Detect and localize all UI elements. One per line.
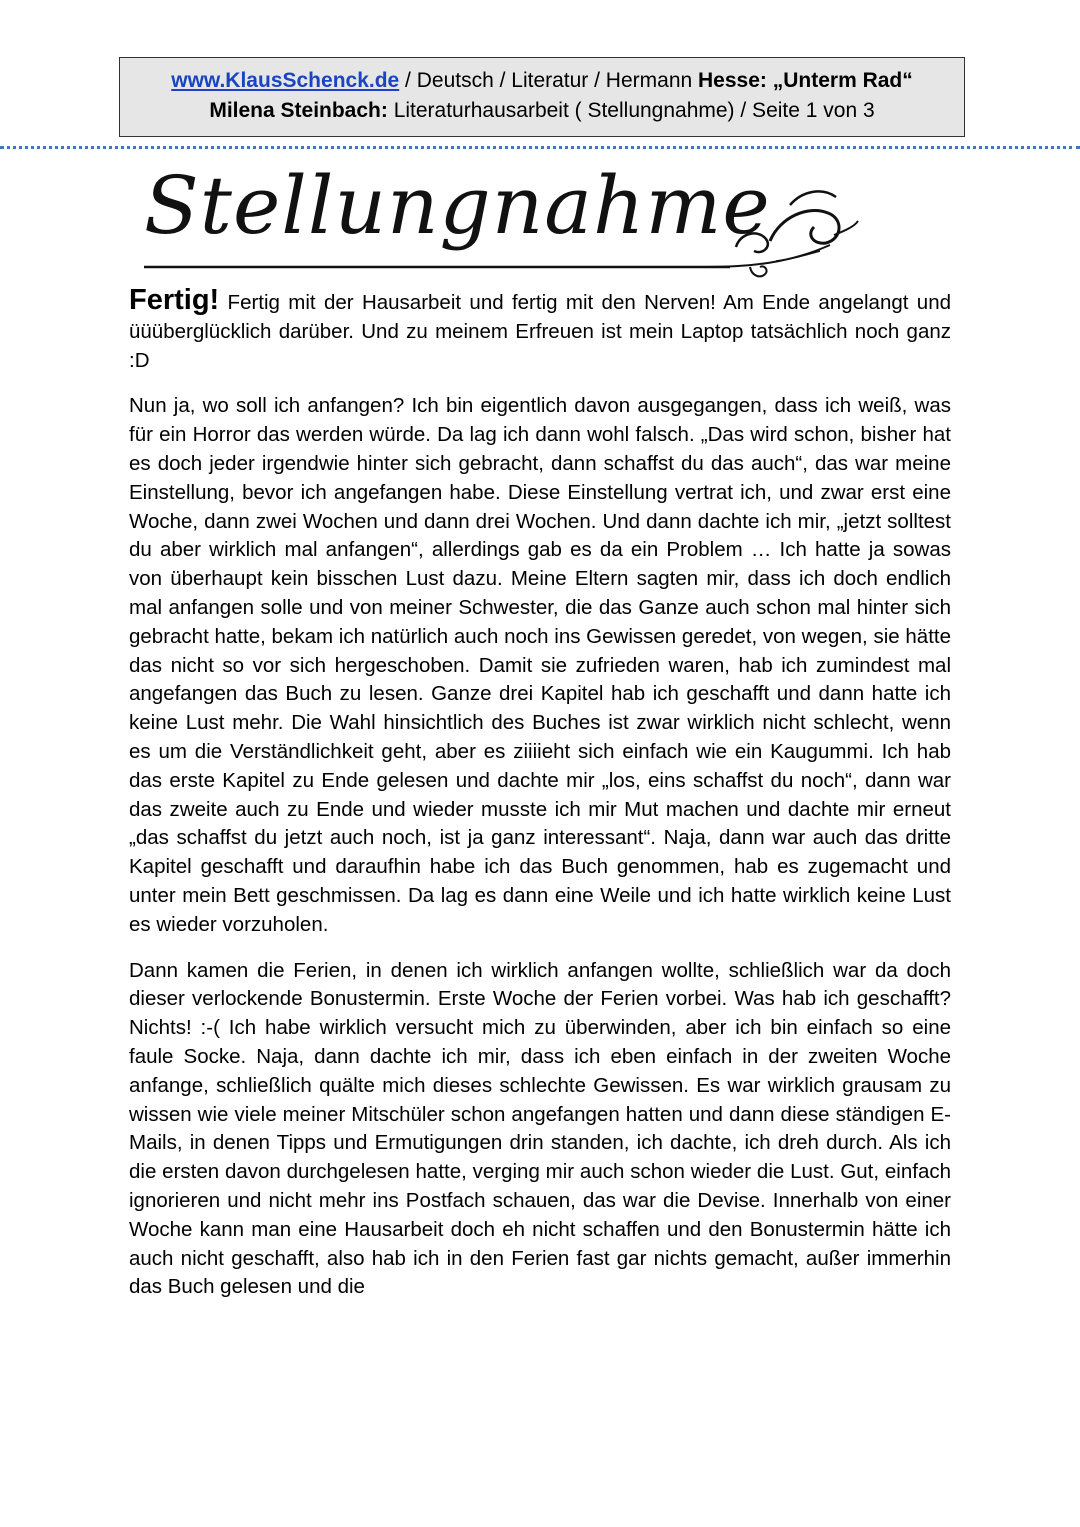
title-block [140,155,860,285]
student-name: Milena Steinbach: [209,99,388,122]
author-work: Hesse: „Unterm Rad“ [698,69,913,92]
dotted-divider [0,146,1080,149]
page-title: Stellungnahme [144,159,771,252]
site-link[interactable]: www.KlausSchenck.de [171,69,400,92]
header-line-1 [120,66,964,96]
assignment-info: Literaturhausarbeit ( Stellungnahme) / Seite 1 von 3 [387,99,875,122]
paragraph-2: Nun ja, wo soll ich anfangen? Ich bin eigentlich davon ausgegangen, dass ich weiß, was für ein Horror das werden würde. Da lag ich dann wohl falsch. „Das wird schon, bisher hat es doch jeder irgendwie hinter sich gebracht, dann schaffst du das auch“, das war meine Einstellung, bevor ich angefangen habe. Diese Einstellung vertrat ich, und zwar erst eine Woche, dann zwei Wochen und dann drei Wochen. Und dann dachte ich mir, „jetzt solltest du aber wirklich mal anfangen“, allerdings gab es da ein Problem … Ich hatte ja sowas von überhaupt kein bisschen Lust dazu. Meine Eltern sagten mir, dass ich doch endlich mal anfangen solle und von meiner Schwester, die das Ganze auch schon mal hinter sich gebracht hatte, bekam ich natürlich auch noch ins Gewissen geredet, von wegen, sie hätte das nicht so vor sich hergeschoben. Damit sie zufrieden waren, hab ich zumindest mal angefangen das Buch zu lesen. Ganze drei Kapitel hab ich geschafft und dann hatte ich keine Lust mehr. Die Wahl hinsichtlich des Buches ist zwar wirklich nicht schlecht, wenn es um die Verständlichkeit geht, aber es ziiiieht sich einfach wie ein Kaugummi. Ich hab das erste Kapitel zu Ende gelesen und dachte mir „los, eins schaffst du noch“, dann war das zweite auch zu Ende und wieder musste ich mir Mut machen und dachte mir erneut „das schaffst du jetzt auch noch, ist ja ganz interessant“. Naja, dann war auch das dritte Kapitel geschafft und daraufhin habe ich das Buch genommen, hab es zugemacht und unter mein Bett geschmissen. Da lag es dann eine Weile und ich hatte wirklich keine Lust es wieder vorzuholen. [129,394,951,936]
flourish-ornament-icon [140,155,860,285]
lead-word: Fertig! [129,284,220,316]
paragraph-3: Dann kamen die Ferien, in denen ich wirklich anfangen wollte, schließlich war da doch dieser verlockende Bonustermin. Erste Woche der Ferien vorbei. Was hab ich geschafft? Nichts! :-( Ich habe wirklich versucht mich zu überwinden, aber ich bin einfach so eine faule Socke. Naja, dann dachte ich mir, dass ich eben einfach in der zweiten Woche anfange, schließlich quälte mich dieses schlechte Gewissen. Es war wirklich grausam zu wissen wie viele meiner Mitschüler schon angefangen hatten und dann diese ständigen E-Mails, in denen Tipps und Ermutigungen drin standen, ich dachte, ich dreh durch. Als ich die ersten davon durchgelesen hatte, verging mir auch schon wieder die Lust. Gut, einfach ignorieren und nicht mehr ins Postfach schauen, das war die Devise. Innerhalb von einer Woche kann man eine Hausarbeit doch eh nicht schaffen und den Bonustermin hätte ich auch nicht geschafft, also hab ich in den Ferien fast gar nichts gemacht, außer immerhin das Buch gelesen und die [129,958,951,1299]
paragraph-1-text: Fertig mit der Hausarbeit und fertig mit den Nerven! Am Ende angelangt und üüüberglücklich darüber. Und zu meinem Erfreuen ist mein Laptop tatsächlich noch ganz :D [129,291,951,372]
body-text [129,286,951,1319]
document-header [119,57,965,137]
paragraph-1 [129,286,951,375]
breadcrumb-path: / Deutsch / Literatur / Hermann [399,69,699,92]
header-line-2 [120,96,964,126]
